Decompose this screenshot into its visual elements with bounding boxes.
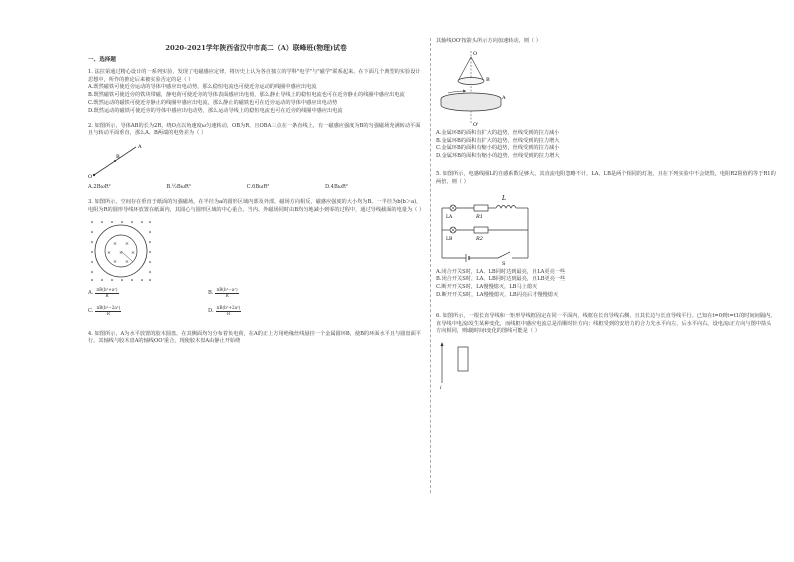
question-5-option-a[interactable]: A.闭合开关S时，LA、LB同时达到最亮，且LA更亮一些 [436, 268, 566, 275]
svg-text:×: × [124, 258, 130, 265]
question-6-stem: 6. 如图所示，一根长直导线和一矩形导线框固定在同一平面内，线框在长直导线右侧，且其长边与长直导线平行。已知在t=0到t=t1的时间间隔内，直导线中电流i发生某种变化，而线框中感应电流总是沿顺时针方向；线框受到的安培力的合力先水平向左、后水平向右。设电流i正方向与图中箭头方向相同，则i随时间t变化的图线可能是（ ） [436, 312, 776, 335]
question-1-option-b[interactable]: B.既然磁铁可使近旁的铁块带磁，静电荷可使近旁的导体表面感应出电荷，那么静止导线上的稳恒电流也可在近旁静止的线圈中感应出电流 [88, 92, 405, 99]
label-r2: R2 [476, 235, 483, 242]
question-4-option-c[interactable]: C.金属环B的面积有缩小的趋势，丝线受到的拉力减小 [436, 145, 560, 152]
question-6 [436, 313, 776, 389]
question-1 [88, 69, 424, 116]
label-inductor-l: L [502, 194, 506, 202]
label-ring-b: B [486, 76, 490, 83]
question-1-option-a[interactable]: A.既然磁铁可使近旁运动的导体中感应出电动势，那么稳恒电流也可使近旁运动的线圈中感应出电流 [88, 84, 317, 91]
question-5-option-b[interactable]: B.闭合开关S时，LA、LB同时达到最亮，且LB更亮一些 [436, 276, 566, 283]
question-5-stem: 5. 如图所示，电感线圈L的自感系数足够大，其直流电阻忽略不计，LA、LB是两个相同的灯泡，且在下列实验中不会烧毁，电阻R2阻值约等于R1的两倍，则（ ） [436, 170, 776, 185]
label-current-i: i [440, 385, 442, 390]
question-2-option-c[interactable]: C.6BωR² [246, 184, 270, 191]
question-3-stem: 3. 如图所示，空间存在垂直于纸面的匀强磁场，在半径为a的圆形区域内部及外部，磁场方向相反，磁感应强度的大小均为B。一半径为b(b＞a)，电阻为R的圆形导线环放置在纸面内，其圆心与圆形区域的中心重合。当内、外磁场同时由B均匀地减小到零的过程中，通过导线截面的电量为（ ） [88, 198, 425, 213]
question-2-options [88, 184, 348, 192]
question-5-option-c[interactable]: C.断开开关S时，LA慢慢熄灭，LB马上熄灭 [436, 284, 538, 291]
question-5 [436, 171, 776, 300]
inductor-circuit-diagram [436, 190, 536, 266]
question-2-option-b[interactable]: B.½BωR² [166, 184, 191, 191]
question-2 [88, 123, 424, 192]
question-3-options [88, 288, 424, 318]
right-column [436, 38, 776, 392]
question-4 [88, 331, 424, 347]
label-switch-s: S [502, 260, 506, 266]
question-3-option-c[interactable]: C. $\frac{\text{πB(b²−2a²)}}{R}$ [88, 305, 121, 317]
question-4-option-a[interactable]: A.金属环B的面积有扩大的趋势，丝线受到的拉力减小 [436, 129, 560, 136]
rotating-disk-ring-diagram [436, 49, 506, 127]
magnetic-field-ring-diagram [88, 218, 154, 284]
question-4-option-d[interactable]: D.金属环B的面积有缩小的趋势，丝线受到的拉力增大 [436, 153, 560, 160]
svg-text:×: × [124, 240, 130, 247]
label-lamp-a: LA [446, 214, 453, 220]
question-1-option-c[interactable]: C.既然运动的磁铁可使近旁静止的线圈中感应出电流，那么静止的磁铁也可在近旁运动的导体中感应出电动势 [88, 99, 338, 106]
svg-text:×: × [130, 249, 136, 256]
section-heading: 一、选择题 [88, 57, 116, 63]
svg-text:×: × [118, 249, 124, 256]
left-column [88, 40, 424, 349]
question-2-option-a[interactable]: A.2BωR² [88, 184, 111, 191]
question-3-option-b[interactable]: B. $\frac{\text{πB(b²−a²)}}{R}$ [208, 287, 238, 299]
rod-rotation-diagram [88, 141, 158, 181]
question-3-option-a[interactable]: A. $\frac{\text{πB(b²+a²)}}{R}$ [88, 287, 118, 299]
column-divider [430, 38, 431, 493]
question-4-option-b[interactable]: B.金属环B的面积有扩大的趋势，丝线受到的拉力增大 [436, 137, 560, 144]
svg-text:×: × [112, 258, 118, 265]
question-2-option-d[interactable]: D.4BωR² [325, 184, 348, 191]
question-1-stem: 1. 法拉第通过精心设计的一系列实验，发现了电磁感应定律，将历史上认为各自独立的学科"电学"与"磁学"联系起来。在下面几个典型的实验设计思想中，所作的推论后来被实验否定的是（ ） [88, 68, 421, 83]
question-3 [88, 199, 424, 318]
label-lamp-b: LB [446, 236, 453, 242]
label-o-top: O [473, 50, 478, 57]
question-3-option-d[interactable]: D. $\frac{\text{πB(b²+2a²)}}{R}$ [208, 305, 241, 317]
label-r1: R1 [476, 213, 483, 220]
question-1-option-d[interactable]: D.既然运动的磁铁可使近旁的导体中感应出电动势，那么运动导线上的稳恒电流也可在近旁的线圈中感应出电流 [88, 107, 343, 114]
question-4-stem: 4. 如图所示，A为水平放置的胶木圆盘，在其侧面均匀分布着负电荷，在A的正上方用绝缘丝线悬挂一个金属圆环B，使B的环面水平且与圆盘面平行，其轴线与胶木盘A的轴线OO'重合，现使胶木盘A由静止开始绕 [88, 330, 421, 345]
wire-and-loop-diagram [436, 339, 496, 389]
question-5-option-d[interactable]: D.断开开关S时，LA慢慢熄灭，LB闪亮后才慢慢熄灭 [436, 291, 559, 298]
exam-title: 2020-2021学年陕西省汉中市高二（A）联峰班(物理)试卷 [165, 44, 347, 52]
svg-text:×: × [112, 240, 118, 247]
question-2-stem: 2. 如图所示，导体AB的长为2R，绕O点以角速度ω匀速转动，OB为R，且OBA三点在一条直线上，有一磁感应强度为B的匀强磁场充满转动平面且与转动平面垂直，那么A、B两端的电势差为（ ） [88, 122, 421, 137]
label-disk-a: A [502, 94, 506, 101]
question-4-stem-continued: 其轴线OO'按箭头所示方向加速转动，则（ ） [436, 38, 541, 44]
label-b: B [116, 154, 120, 161]
svg-text:×: × [106, 249, 112, 256]
label-a: A [138, 144, 142, 151]
label-o: O [88, 174, 93, 181]
label-o-prime: O' [473, 121, 479, 127]
